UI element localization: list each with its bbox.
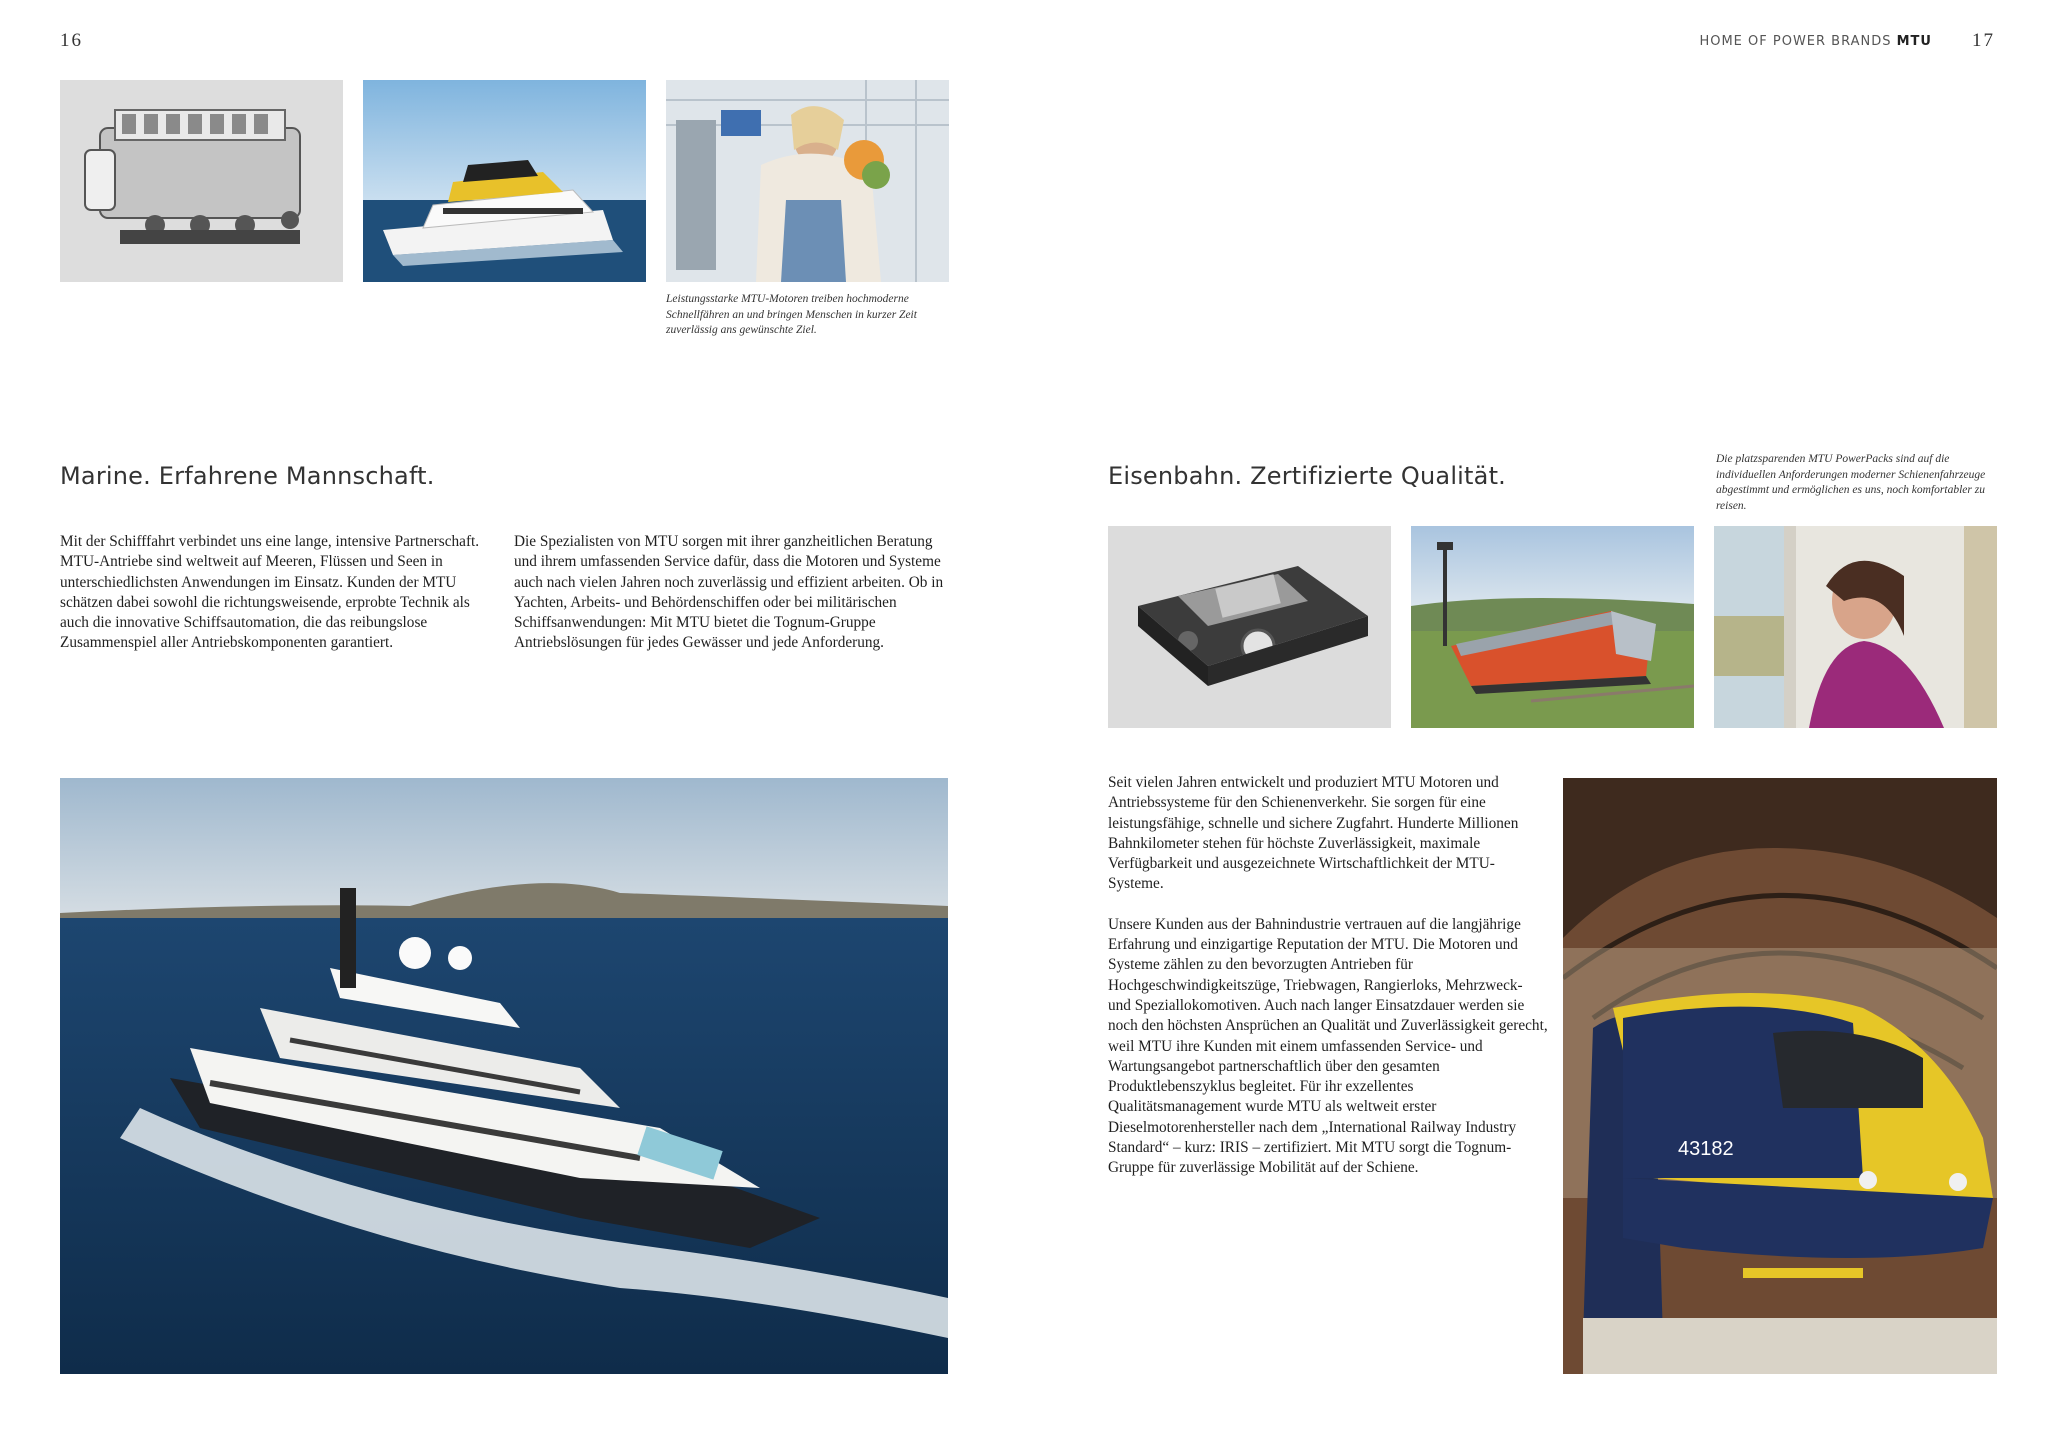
marine-caption: Leistungsstarke MTU-Motoren treiben hochmoderne Schnellfähren an und bringen Menschen in kurzer Zeit zuverlässig ans gewünschte Ziel. bbox=[666, 293, 917, 336]
rail-text-para2: Unsere Kunden aus der Bahnindustrie vertrauen auf die langjährige Erfahrung und einzigartige Reputation der MTU. Die Motoren und Systeme zählen zu den bevorzugten Antrieben für Hochgeschwindigkeitszüge, Triebwagen, Rangierloks, Mehrzweck- und Speziallokomotiven. Auch nach langer Einsatzdauer werden sie noch den höchsten Ansprüchen an Qualität und Zuverlässigkeit gerecht, weil MTU ihre Kunden mit einem umfassenden Service- und Wartungsangebot partnerschaftlich über den gesamten Produktlebenszyklus begleitet. Für ihr exzellentes Qualitätsmanagement wurde MTU als weltweit erster Dieselmotorenhersteller nach dem „International Railway Industry Standard“ – kurz: IRIS – zertifiziert. Mit MTU sorgt die Tognum-Gruppe für zuverlässige Mobilität auf der Schiene. bbox=[1108, 915, 1548, 1177]
passenger-photo bbox=[1714, 526, 1997, 728]
marine-heading: Marine. Erfahrene Mannschaft. bbox=[60, 462, 435, 490]
embrace-photo bbox=[666, 80, 949, 282]
running-header bbox=[1699, 34, 1932, 49]
engine-photo bbox=[60, 80, 343, 282]
header-brand: MTU bbox=[1896, 34, 1932, 49]
rail-heading: Eisenbahn. Zertifizierte Qualität. bbox=[1108, 462, 1507, 490]
regional-train-photo bbox=[1411, 526, 1694, 728]
hst-train-photo bbox=[1563, 778, 1997, 1374]
train-number: 43182 bbox=[1678, 1138, 1734, 1160]
page-number-right: 17 bbox=[1972, 30, 1995, 51]
rail-text-para1: Seit vielen Jahren entwickelt und produziert MTU Motoren und Antriebssysteme für den Schienenverkehr. Sie sorgen für eine leistungsfähige, schnelle und sichere Zugfahrt. Hunderte Millionen Bahnkilometer stehen für höchste Zuverlässigkeit, maximale Verfügbarkeit und ausgezeichnete Wirtschaftlichkeit der MTU-Systeme. bbox=[1108, 774, 1519, 893]
header-prefix: HOME OF POWER BRANDS bbox=[1699, 34, 1892, 49]
page-number-left: 16 bbox=[60, 30, 83, 51]
yacht-photo bbox=[60, 778, 948, 1374]
marine-text-col2: Die Spezialisten von MTU sorgen mit ihrer ganzheitlichen Beratung und ihrem umfassenden Service dafür, dass die Motoren und Systeme auch nach vielen Jahren noch zuverlässig und effizient arbeiten. Ob in Yachten, Arbeits- und Behördenschiffen oder bei militärischen Schiffsanwendungen: Mit MTU bietet die Tognum-Gruppe Antriebslösungen für jedes Gewässer und jede Anforderung. bbox=[514, 533, 944, 652]
marine-text-col1: Mit der Schifffahrt verbindet uns eine lange, intensive Partnerschaft. MTU-Antriebe sind weltweit auf Meeren, Flüssen und Seen in unterschiedlichsten Anwendungen im Einsatz. Kunden der MTU schätzen dabei sowohl die richtungsweisende, erprobte Technik als auch die innovative Schiffsautomation, die das reibungslose Zusammenspiel aller Antriebskomponenten garantiert. bbox=[60, 533, 480, 652]
ferry-photo bbox=[363, 80, 646, 282]
powerpack-photo bbox=[1108, 526, 1391, 728]
rail-text bbox=[1108, 773, 1548, 1199]
rail-caption: Die platzsparenden MTU PowerPacks sind auf die individuellen Anforderungen moderner Schienenfahrzeuge abgestimmt und ermöglichen es uns, noch komfortabler zu reisen. bbox=[1716, 453, 1986, 512]
